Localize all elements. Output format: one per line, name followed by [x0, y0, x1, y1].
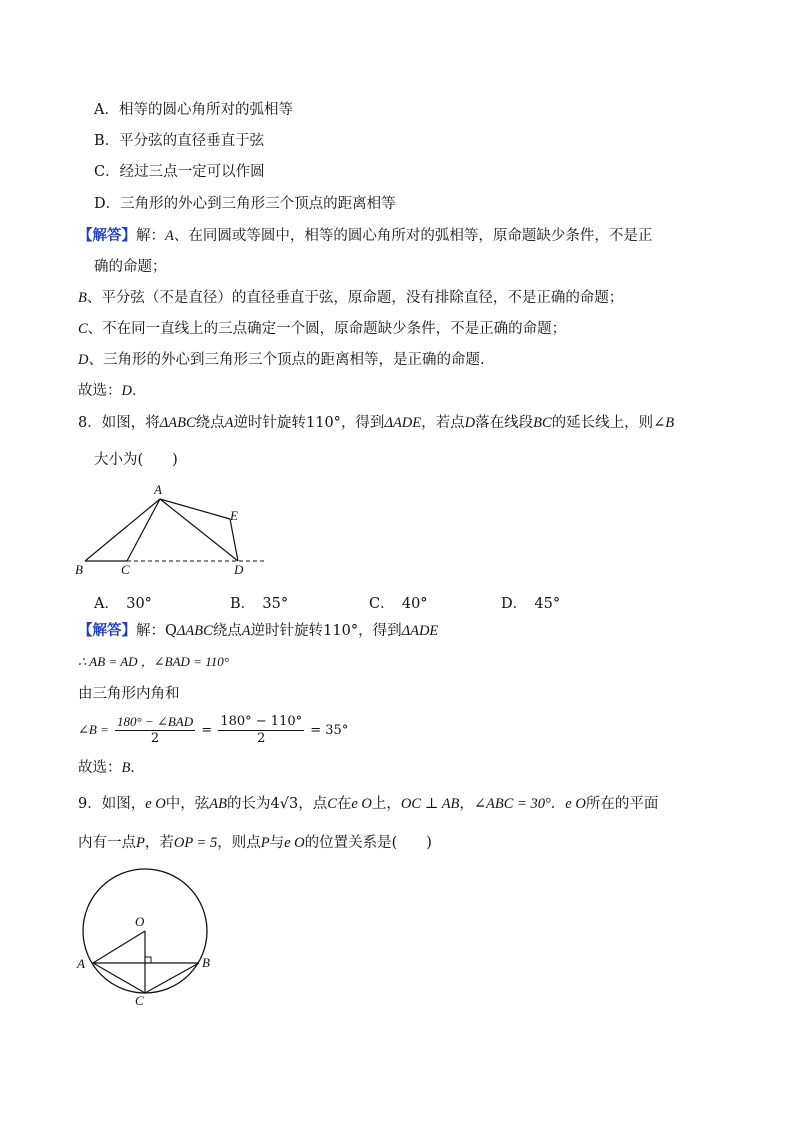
eq-f2-den: 2	[257, 731, 266, 746]
q9-text: 内有一点	[78, 835, 136, 851]
choice-prefix: 故选：	[78, 383, 122, 399]
eq-equals: =	[201, 723, 213, 738]
q8-option-a: A． 30°	[94, 596, 152, 612]
q7-option-d: D．三角形的外心到三角形三个顶点的距离相等	[94, 196, 396, 212]
q9-perpendicular: OC ⊥ AB	[400, 796, 460, 812]
q7-answer-line-3	[78, 288, 623, 308]
answer-text: 逆时针旋转	[250, 623, 324, 639]
triangle-abc: ΔABC	[176, 623, 213, 639]
q9-point-c: C	[327, 796, 337, 812]
q8-answer-line-2: ∴ AB = AD ，∠BAD = 110°	[78, 654, 229, 669]
q8-line-ac	[127, 499, 160, 561]
answer-var: C	[78, 321, 88, 337]
q9-text: 上，	[371, 796, 401, 812]
q9-chord-ab: AB	[209, 796, 227, 812]
answer-var: B	[78, 290, 87, 306]
choice-letter: B	[121, 760, 131, 776]
answer-text: 、不在同一直线上的三点确定一个圆，原命题缺少条件，不是正确的命题；	[87, 321, 567, 337]
q9-label-b: B	[202, 955, 210, 970]
eq-lhs: ∠B =	[78, 722, 109, 737]
q8-label-e: E	[230, 508, 238, 523]
answer-tag: 【解答】	[78, 227, 136, 244]
eq-rhs: = 35°	[310, 723, 349, 738]
q9-figure	[72, 858, 222, 1008]
q9-label-a: A	[77, 956, 85, 971]
q9-right-angle-mark	[145, 957, 151, 963]
q8-text: 的延长线上，则	[551, 415, 654, 431]
q9-text: ，则点	[217, 835, 261, 851]
point-a: A	[241, 623, 251, 639]
answer-tag: 【解答】	[78, 622, 136, 639]
q8-option-c: C． 40°	[369, 596, 428, 612]
q9-line-ac	[93, 963, 145, 993]
q9-text: 中，弦	[165, 796, 210, 812]
q8-triangle-ade: ΔADE	[384, 415, 422, 431]
angle-value: 110°	[323, 623, 359, 639]
choice-suffix: ．	[131, 383, 147, 399]
answer-text: 绕点	[212, 623, 242, 639]
q9-line-bc	[145, 963, 199, 993]
q9-question-line-2	[78, 833, 432, 853]
q7-option-b: B．平分弦的直径垂直于弦	[94, 133, 265, 149]
q7-answer-line-5	[78, 350, 485, 370]
q8-text: 绕点	[195, 415, 225, 431]
q9-text: ，	[459, 796, 474, 812]
q8-label-d: D	[234, 562, 244, 577]
q8-question-line-1	[78, 413, 674, 433]
answer-var: A	[165, 228, 174, 244]
q7-answer-line-1	[78, 226, 652, 246]
because-symbol: Q	[165, 623, 177, 639]
q9-text: 9．如图，	[78, 796, 146, 812]
q8-line-ad	[160, 499, 238, 561]
eq-f2-num: 180° − 110°	[220, 714, 303, 729]
eq-f1-num: 180° − ∠BAD	[117, 714, 194, 729]
q8-angle: 110°	[306, 415, 341, 431]
triangle-ade: ΔADE	[401, 623, 439, 639]
q9-text: 的长为	[227, 796, 271, 812]
answer-text: 、三角形的外心到三角形三个顶点的距离相等，是正确的命题.	[88, 352, 485, 368]
eq-fraction-1	[115, 714, 195, 747]
q9-text: 与	[269, 835, 285, 851]
q8-answer-line-1	[78, 621, 438, 641]
q9-circle-o: e O	[565, 796, 586, 812]
q9-text: ．	[550, 796, 566, 812]
q9-text: ，若	[144, 835, 174, 851]
q9-text: ，点	[298, 796, 328, 812]
q8-angle-b: ∠B	[653, 415, 675, 431]
q8-label-b: B	[75, 562, 83, 577]
q9-text: 所在的平面	[585, 796, 659, 812]
q9-circle-o: e O	[351, 796, 372, 812]
q7-answer-line-4	[78, 319, 566, 339]
q8-answer-equation	[78, 712, 348, 749]
q9-text: 在	[336, 796, 352, 812]
q9-angle-abc: ∠ABC = 30°	[473, 796, 551, 812]
q7-option-a: A．相等的圆心角所对的弧相等	[94, 102, 293, 118]
answer-intro: 解：	[136, 623, 165, 639]
q8-text: 落在线段	[475, 415, 534, 431]
q8-text: 8．如图，将	[78, 415, 160, 431]
q9-op: OP = 5	[173, 835, 218, 851]
answer-text: 、在同圆或等圆中，相等的圆心角所对的弧相等，原命题缺少条件，不是正	[173, 228, 653, 244]
q7-choice	[78, 381, 146, 401]
q8-option-b: B． 35°	[230, 596, 289, 612]
q8-triangle-abc: ΔABC	[159, 415, 196, 431]
q8-option-d: D． 45°	[501, 596, 561, 612]
q9-label-o: O	[135, 914, 145, 929]
q9-text: 的位置关系是( )	[304, 835, 432, 851]
q8-label-a: A	[154, 482, 162, 497]
q8-label-c: C	[121, 562, 130, 577]
q8-line-ab	[85, 499, 160, 561]
q8-point-d: D	[464, 415, 476, 431]
q8-text: 逆时针旋转	[233, 415, 306, 431]
q9-label-c: C	[135, 993, 144, 1008]
q8-choice	[78, 758, 145, 778]
answer-text: ，得到	[358, 623, 402, 639]
q8-figure	[72, 482, 292, 582]
q8-question-line-2: 大小为( )	[94, 452, 178, 468]
q9-length: 4√3	[270, 796, 299, 812]
answer-text: 确的命题；	[94, 259, 167, 275]
q9-point-p: P	[260, 835, 270, 851]
q7-answer-line-2	[94, 257, 167, 277]
q9-circle-o: e O	[284, 835, 305, 851]
answer-var: D	[78, 352, 89, 368]
q8-line-ed	[230, 519, 238, 561]
q8-text: ，得到	[340, 415, 385, 431]
q9-line-oa	[93, 931, 145, 963]
q9-point-p: P	[136, 835, 145, 851]
q8-segment-bc: BC	[533, 415, 552, 431]
q9-question-line-1	[78, 794, 658, 814]
q8-line-ae	[160, 499, 230, 519]
q8-answer-line-3: 由三角形内角和	[78, 686, 180, 702]
choice-prefix: 故选：	[78, 760, 122, 776]
eq-f1-den: 2	[150, 731, 160, 746]
answer-text: 、平分弦（不是直径）的直径垂直于弦，原命题，没有排除直径，不是正确的命题；	[86, 290, 624, 306]
q8-point-a: A	[224, 415, 234, 431]
q9-circle-o: e O	[145, 796, 166, 812]
eq-fraction-2	[218, 714, 304, 747]
choice-letter: D	[121, 383, 132, 399]
q7-option-c: C．经过三点一定可以作圆	[94, 164, 265, 180]
choice-suffix: ．	[130, 760, 145, 776]
q8-text: ，若点	[421, 415, 465, 431]
answer-intro: 解：	[136, 228, 165, 244]
